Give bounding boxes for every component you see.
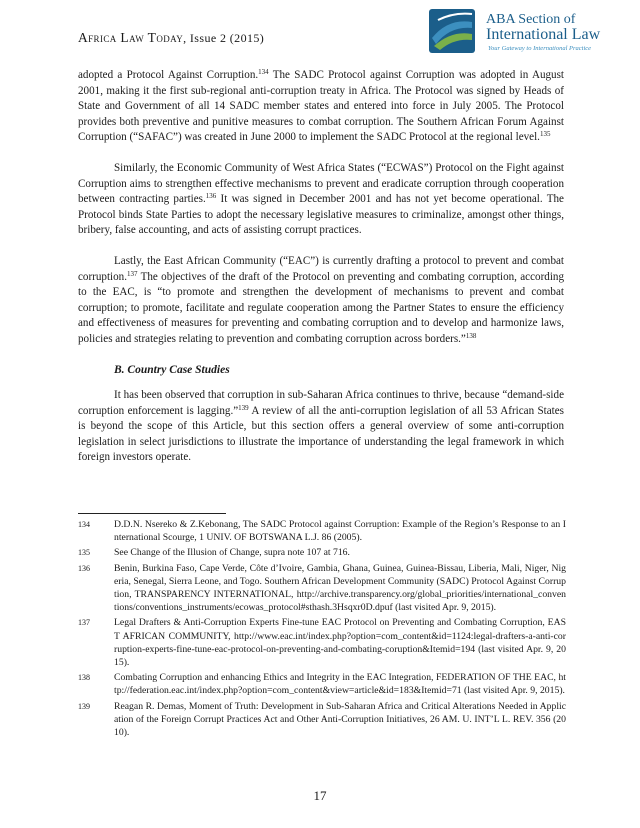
footnote: 139 Reagan R. Demas, Moment of Truth: Development in Sub-Saharan Africa and Critical Alterations Needed in Application of the Foreign Corrupt Practices Act and Other Anti-Corruption Initiatives, 26 AM. U. INT’L L. REV. 356 (2010). [78, 700, 566, 739]
section-heading: B. Country Case Studies [114, 363, 230, 376]
paragraph: Lastly, the East African Community (“EAC”) is currently drafting a protocol to prevent and combat corruption.$^{137}$ The objectives of the draft of the Protocol on preventing and combating corruption, according to the EAC, is “to promote and strengthen the development of mechanisms to prevent and combat corruption; to promote, facilitate and regulate cooperation among the Partner States to ensure the efficiency and effectiveness of measures for preventing and combating corruption and to develop and harmonize laws, policies and strategies relating to prevention and combating corruption across borders.”$^{138}$ [78, 255, 564, 345]
journal-issue: , Issue 2 (2015) [183, 31, 265, 45]
aba-globe-icon [428, 8, 476, 54]
footnote-ref: 134 [258, 68, 269, 76]
journal-title: Africa Law Today [78, 30, 184, 45]
footnote: 137 Legal Drafters & Anti-Corruption Experts Fine-tune EAC Protocol on Preventing and Combating Corruption, EAST AFRICAN COMMUNITY, http://www.eac.int/index.php?option=com_content&id=1124:legal-drafters-a-anti-corruption-experts-fine-tune-eac-protocol-on-preventing-and-combating-coruption&Itemid=194 (last visited Apr. 9, 2015). [78, 617, 566, 669]
journal-header [78, 30, 264, 46]
footnote-divider [78, 513, 226, 514]
footnote-ref: 139 [238, 403, 249, 412]
aba-logo [428, 8, 628, 56]
logo-line2: International Law [486, 26, 601, 43]
paragraph: adopted a Protocol Against Corruption.$^{134}$ The SADC Protocol against Corruption was adopted in August 2001, making it the first sub-regional anti-corruption treaty in Africa. The Protocol was signed by Heads of State and Government of all 14 SADC member states and entered into force in July 2005. The Protocol provides both preventive and punitive measures to combat corruption. The Southern African Forum Against Corruption (“SAFAC”) was created in June 2000 to implement the SADC Protocol at the regional level.$^{135}$ [78, 68, 564, 143]
footnote-ref: 138 [465, 331, 477, 340]
footnotes [78, 518, 566, 741]
page-number: 17 [313, 788, 327, 803]
logo-line1: ABA Section of [486, 12, 576, 27]
footnote: 135 See Change of the Illusion of Change, supra note 107 at 716. [78, 547, 350, 559]
footnote: 138 Combating Corruption and enhancing Ethics and Integrity in the EAC Integration, FEDERATION OF THE EAC, http://federation.eac.int/index.php?option=com_content&view=article&id=183&Itemid=71 (last visited Apr. 9, 2015). [78, 672, 566, 697]
footnote-ref: 135 [539, 130, 551, 138]
paragraph: It has been observed that corruption in sub-Saharan Africa continues to thrive, because “demand-side corruption enforcement is lagging.”$^{139}$ A review of all the anti-corruption legislation of all 53 African States is beyond the scope of this Article, but this section offers a general overview of some anti-corruption legislation in select jurisdictions to illustrate the importance of understanding the legal framework in which foreign investors operate. [78, 389, 564, 463]
footnote-ref: 136 [205, 192, 217, 200]
article-body [78, 68, 564, 481]
paragraph: Similarly, the Economic Community of West Africa States (“ECWAS”) Protocol on the Fight against Corruption aims to strengthen effective mechanisms to prevent and eradicate corruption through cooperation between contracting parties.$^{136}$ It was signed in December 2001 and has not yet become operational. The Protocol binds State Parties to adopt the necessary legislative measures to criminalize, amongst other things, bribery, false accounting, and acts of assisting corrupt practices. [78, 162, 564, 236]
footnote: 136 Benin, Burkina Faso, Cape Verde, Côte d’Ivoire, Gambia, Ghana, Guinea, Guinea-Bissau, Liberia, Mali, Niger, Nigeria, Senegal, Sierra Leone, and Togo. Southern African Development Community (SADC) Protocol Against Corruption, TRANSPARENCY INTERNATIONAL, http://archive.transparency.org/global_priorities/international_conventions/conventions_instruments/ecowas_protocol#sthash.3Hsqxr0D.dpuf (last visited Apr. 9, 2015). [78, 562, 566, 614]
footnote: 134 D.D.N. Nsereko & Z.Kebonang, The SADC Protocol against Corruption: Example of the Region’s Response to an International Scourge, 1 UNIV. OF BOTSWANA L.J. 86 (2005). [78, 519, 566, 544]
logo-tagline: Your Gateway to International Practice [488, 45, 592, 52]
footnote-ref: 137 [127, 269, 138, 278]
